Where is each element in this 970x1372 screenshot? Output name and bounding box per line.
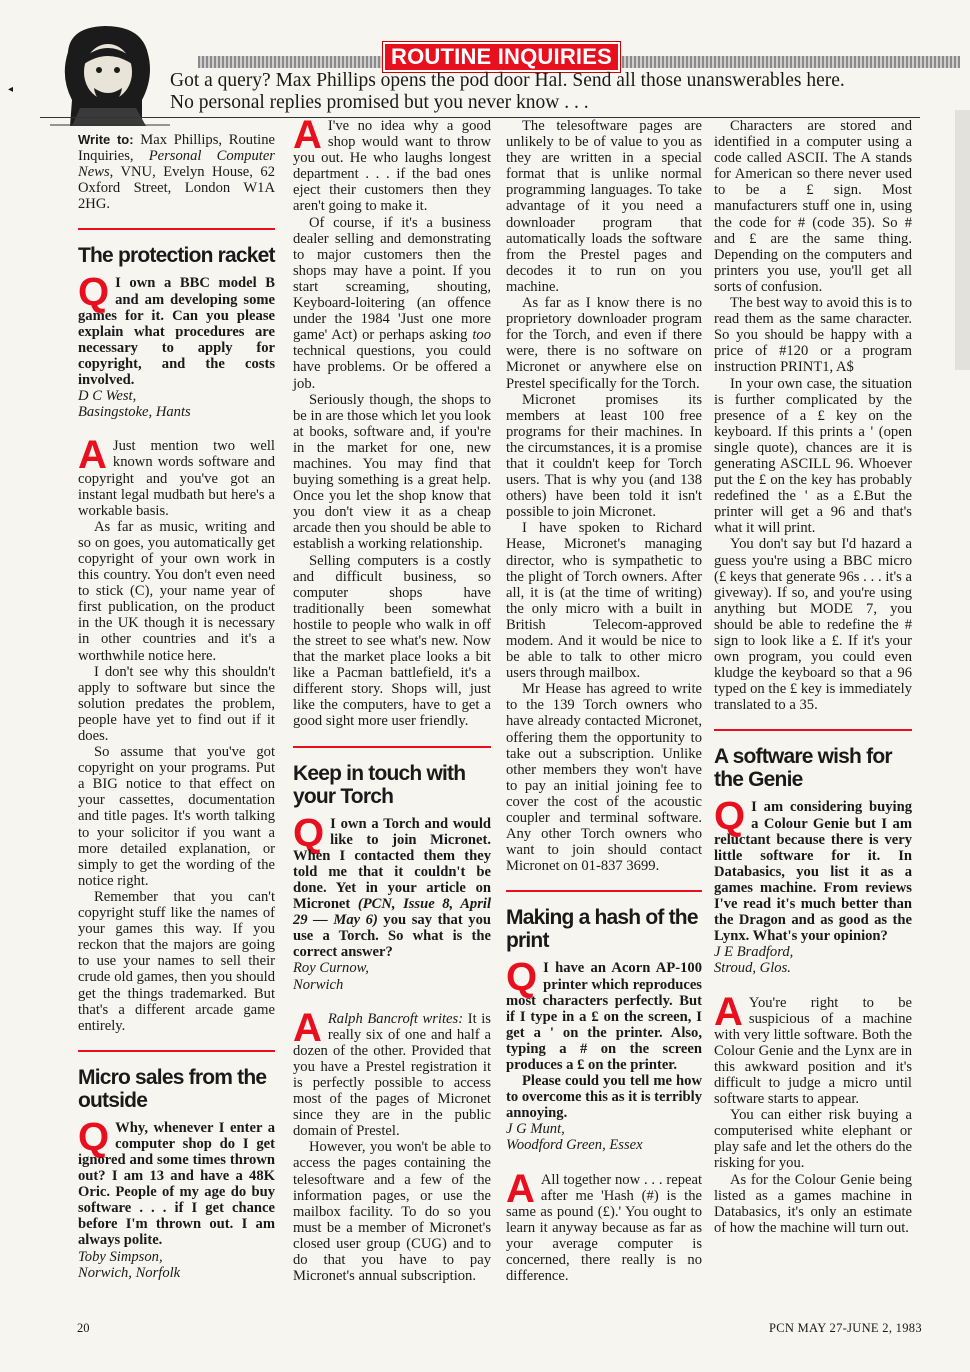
section-headline: The protection racket: [78, 244, 275, 268]
section-divider: [78, 1050, 275, 1052]
answer-paragraph: Selling computers is a costly and difficult business, so computer shops have traditionally been somewhat hostile to people who walk in off the street to see what's new. Now that the market place looks a bit like a Pacman battlefield, it's a different story. Shops will, just like the computers, have to get a good sight more user friendly.: [293, 552, 491, 730]
column-4: [714, 118, 912, 1236]
answer-paragraph: Mr Hease has agreed to write to the 139 Torch owners who have already contacted Micronet, offering them the opportunity to take out a subscription. Unlike other members they won't have to pay an initial joining fee to cover the cost of the acoustic coupler and terminal software. Any other Torch owners who want to join should contact Micronet on 01-837 3699.: [506, 681, 702, 875]
column-3: [506, 118, 702, 1284]
reader-place: Norwich: [293, 976, 344, 993]
question: Q I own a Torch and would like to join Micronet. When I contacted them they told me that it couldn't be done. Yet in your article on Micronet (PCN, Issue 8, April 29 — May 6) you say that you use a Torch. So what is the correct answer?: [293, 810, 492, 961]
reader-name: D C West,: [78, 388, 137, 405]
section-headline: A software wish for the Genie: [714, 745, 892, 792]
question: Q Why, whenever I enter a computer shop do I get ignored and some times thrown out? I am 13 and have a 48K Oric. People of my age do buy software . . . if I get chance before I'm thrown out. I am always polite.: [78, 1114, 275, 1249]
answer-paragraph: Of course, if it's a business dealer selling and demonstrating to major customers then the shops may have a point. If you start screaming, shouting, Keyboard-loitering (an offence under the 1984 'Just one more game' Act) or perhaps asking too technical questions, you could have problems. Or be offered a job.: [293, 214, 491, 392]
question: Please could you tell me how to overcome this as it is terribly annoying.: [506, 1073, 702, 1122]
answer-paragraph: A I've no idea why a good shop would want to throw you out. He who laughs longest department . . . if the bad ones eject their customers then they aren't going to make it.: [293, 113, 491, 215]
answer-paragraph: I don't see why this shouldn't apply to software but since the solution predates the problem, people have yet to find out if it does.: [78, 663, 275, 744]
section-divider: [78, 228, 275, 230]
page-title: ROUTINE INQUIRIES: [383, 42, 620, 72]
column-2: [293, 113, 492, 1285]
answer-paragraph: You don't say but I'd hazard a guess you're using a BBC micro (£ keys that generate 96s . . . it's a giveway). If so, and you're using anything but MODE 7, you should be able to redefine the # sign to look like a £. If it's your own program, you could even kludge the keyboard so that a 96 typed on the £ key is immediately translated to a 35.: [714, 536, 912, 714]
answer-paragraph: As for the Colour Genie being listed as a games machine in Databasics, it's only an estimate of how the machine will turn out.: [714, 1171, 912, 1236]
answer-paragraph: A All together now . . . repeat after me 'Hash (#) is the same as pound (£).' You ought to learn it anyway because as far as your average computer is concerned, there really is no difference.: [506, 1166, 702, 1285]
answer-paragraph: The telesoftware pages are unlikely to be of value to you as they are written in a special format that is unlike normal programming languages. To take advantage of it you need a downloader program that automatically loads the software from the Prestel pages and decodes it to run on you machine.: [506, 118, 702, 295]
reader-place: Stroud, Glos.: [714, 960, 791, 977]
answer-paragraph: So assume that you've got copyright on your programs. Put a BIG notice to that effect on your cassettes, documentation and title pages. It's worth talking to your solicitor if you want a more detailed explanation, or simply to get the wording of the notice right.: [78, 744, 275, 889]
answer-paragraph: A Just mention two well known words software and copyright and you've got an instant legal mudbath but here's a workable basis.: [78, 433, 275, 519]
section-headline: Making a hash of the print: [506, 906, 698, 953]
answer-paragraph: I have spoken to Richard Hease, Micronet's managing director, who is sympathetic to the plight of Torch owners. After all, it is (at the time of writing) the only micro with a built in British Telecom-approved modem. And it would be nice to be able to talk to other micro users through mailbox.: [506, 520, 702, 682]
reader-name: J E Bradford,: [714, 944, 794, 961]
write-to: Write to: Max Phillips, Routine Inquiries, Personal Computer News, VNU, Evelyn House, 62 Oxford Street, London W1A 2HG.: [78, 132, 275, 213]
answer-paragraph: As far as music, writing and so on goes, you automatically get copyright of your own work in this country. You don't even need to stick (C), your name year of first publication, on the product in the UK though it is necessary in other countries and it's a worthwhile notice here.: [78, 518, 275, 664]
section-headline: Micro sales from the outside: [78, 1065, 267, 1112]
section-divider: [506, 890, 702, 892]
answer-paragraph: Remember that you can't copyright stuff like the names of your games this way. If you reckon that the majors are going to use your names to sell their crude old games, then you should get the things trademarked. But that's a different arcade game entirely.: [78, 888, 275, 1034]
answer-paragraph: You can either risk buying a computerised white elephant or play safe and let the others do the risking for you.: [714, 1107, 912, 1172]
answer-paragraph: Seriously though, the shops to be in are those which let you look at books, software and, if you're in the market for one, new machines. You may find that buying something is a great help. Once you let the shop know that you don't view it as a cheap arcade then you should be able to establish a working relationship.: [293, 391, 491, 553]
answer-paragraph: A You're right to be suspicious of a machine with very little software. Both the Colour Genie and the Lynx are in this awkward position and it's difficult to judge a micro until software starts to appear.: [714, 989, 912, 1108]
reader-place: Basingstoke, Hants: [78, 404, 191, 421]
reader-name: Toby Simpson,: [78, 1248, 163, 1265]
answer-paragraph: Micronet promises its members at least 100 free programs for their machines. In the circumstances, it is a promise that it couldn't keep for Torch users. That is why you (and 138 others) have been told it isn't possible to join Micronet.: [506, 391, 702, 521]
section-headline: Keep in touch with your Torch: [293, 761, 466, 808]
reader-place: Norwich, Norfolk: [78, 1264, 181, 1281]
intro-line-1: Got a query? Max Phillips opens the pod door Hal. Send all those unanswerables here.: [170, 70, 845, 91]
page-number: 20: [77, 1321, 90, 1335]
issue-date: PCN MAY 27-JUNE 2, 1983: [769, 1321, 922, 1335]
columnist-portrait-icon: [50, 22, 170, 126]
page-edge-tab: [955, 110, 970, 370]
reader-place: Woodford Green, Essex: [506, 1137, 643, 1154]
intro-line-2: No personal replies promised but you never know . . .: [170, 92, 589, 113]
margin-mark: ◂: [8, 84, 14, 95]
question: Q I have an Acorn AP-100 printer which reproduces most characters perfectly. But if I type in a £ on the screen, I get a ' on the printer. Also, typing a # on the screen produces a £ on the printer.: [506, 955, 702, 1073]
section-divider: [293, 746, 491, 748]
question: Q I am considering buying a Colour Genie but I am reluctant because there is very little software for it. In Databasics, you list it as a games machine. From reviews I've read it's much better than the Dragon and as good as the Lynx. What's your opinion?: [714, 794, 912, 945]
question: Q I own a BBC model B and am developing some games for it. Can you please explain what procedures are necessary to apply for copyright, and the costs involved.: [78, 270, 275, 389]
answer-paragraph: A Ralph Bancroft writes: It is really six of one and half a dozen of the other. Provided that you have a Prestel registration it is perfectly possible to access most of the pages of Micronet since they are in the public domain of Prestel.: [293, 1005, 491, 1140]
answer-paragraph: However, you won't be able to access the pages containing the telesoftware and a few of the information pages, or use the mailbox facility. To do so you must be a member of Micronet's closed user group (CUG) and to do that you have to pay Micronet's annual subscription.: [293, 1139, 491, 1285]
answer-paragraph: In your own case, the situation is further complicated by the presence of a £ key on the keyboard. If this prints a ' (open single quote), chances are it is generating ASCILL 96. Whoever put the £ on the key has probably redefined the ' as a £.But the printer will get a 96 and that's what it will print.: [714, 375, 912, 537]
reader-name: Roy Curnow,: [293, 960, 369, 977]
answer-paragraph: As far as I know there is no proprietory downloader program for the Torch, and even if there were, there is no software on Micronet or anywhere else on Prestel specifically for the Torch.: [506, 295, 702, 392]
answer-paragraph: The best way to avoid this is to read them as the same character. So you should be happy with a price of #120 or a program instruction PRINT1, A$: [714, 295, 912, 376]
section-divider: [714, 729, 912, 731]
column-1: [78, 132, 275, 1281]
answer-paragraph: Characters are stored and identified in a computer using a code called ASCII. The A stands for American so there never used to be a £ sign. Most manufacturers stuff one in, using the code for # (code 35). So # and £ are the same thing. Depending on the computers and printers you use, you'll get all sorts of confusion.: [714, 118, 912, 295]
page-header: [40, 18, 930, 120]
reader-name: J G Munt,: [506, 1121, 565, 1138]
